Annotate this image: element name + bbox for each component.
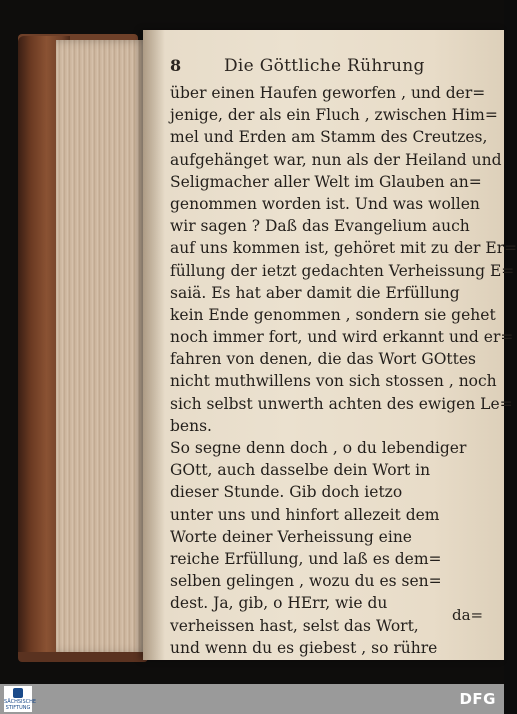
- library-logo[interactable]: [4, 686, 37, 712]
- library-logo-icon: [13, 688, 23, 698]
- library-logo-text: SÄCHSISCHE STIFTUNG: [4, 699, 37, 711]
- running-head: Die Göttliche Rührung: [224, 56, 425, 76]
- page-edges: [56, 40, 148, 654]
- text-line: und wenn du es giebest , so rühre: [170, 638, 438, 657]
- text-line: bens.: [170, 416, 212, 435]
- text-line: reiche Erfüllung, und laß es dem=: [170, 549, 442, 568]
- text-line: unter uns und hinfort allezeit dem: [170, 505, 440, 524]
- text-line: füllung der ietzt gedachten Verheissung E=: [170, 261, 515, 280]
- page-header: [170, 56, 490, 82]
- text-line: aufgehänget war, nun als der Heiland und: [170, 150, 502, 169]
- text-line: Worte deiner Verheissung eine: [170, 527, 412, 546]
- text-line: verheissen hast, selst das Wort,: [170, 616, 419, 635]
- dfg-logo[interactable]: DFG: [459, 690, 496, 708]
- body-text: [170, 82, 517, 659]
- text-line: kein Ende genommen , sondern sie gehet: [170, 305, 496, 324]
- text-line: sich selbst unwerth achten des ewigen Le=: [170, 394, 513, 413]
- text-line: über einen Haufen geworfen , und der=: [170, 84, 486, 102]
- text-line: noch immer fort, und wird erkannt und er=: [170, 328, 514, 347]
- catchword: da=: [452, 606, 484, 624]
- text-line: Seligmacher aller Welt im Glauben an=: [170, 172, 482, 191]
- viewer-footer-bar: [0, 684, 504, 714]
- text-line: saiä. Es hat aber damit die Erfüllung: [170, 283, 460, 302]
- book-cover-bottom: [18, 652, 148, 662]
- text-line: GOtt, auch dasselbe dein Wort in: [170, 461, 431, 480]
- text-line: dieser Stunde. Gib doch ietzo: [170, 483, 403, 502]
- text-line: wir sagen ? Daß das Evangelium auch: [170, 217, 470, 236]
- text-line: auf uns kommen ist, gehöret mit zu der Er=: [170, 239, 517, 258]
- page-number: 8: [170, 56, 182, 75]
- text-line: jenige, der als ein Fluch , zwischen Him=: [170, 106, 498, 125]
- text-line: nicht muthwillens von sich stossen , noch: [170, 372, 497, 391]
- text-line: genommen worden ist. Und was wollen: [170, 194, 480, 213]
- text-line: mel und Erden am Stamm des Creutzes,: [170, 128, 488, 147]
- text-line: So segne denn doch , o du lebendiger: [170, 439, 467, 457]
- text-line: dest. Ja, gib, o HErr, wie du: [170, 594, 388, 613]
- page-gutter-shadow: [143, 30, 165, 660]
- text-line: fahren von denen, die das Wort GOttes: [170, 350, 477, 369]
- text-line: selben gelingen , wozu du es sen=: [170, 572, 442, 591]
